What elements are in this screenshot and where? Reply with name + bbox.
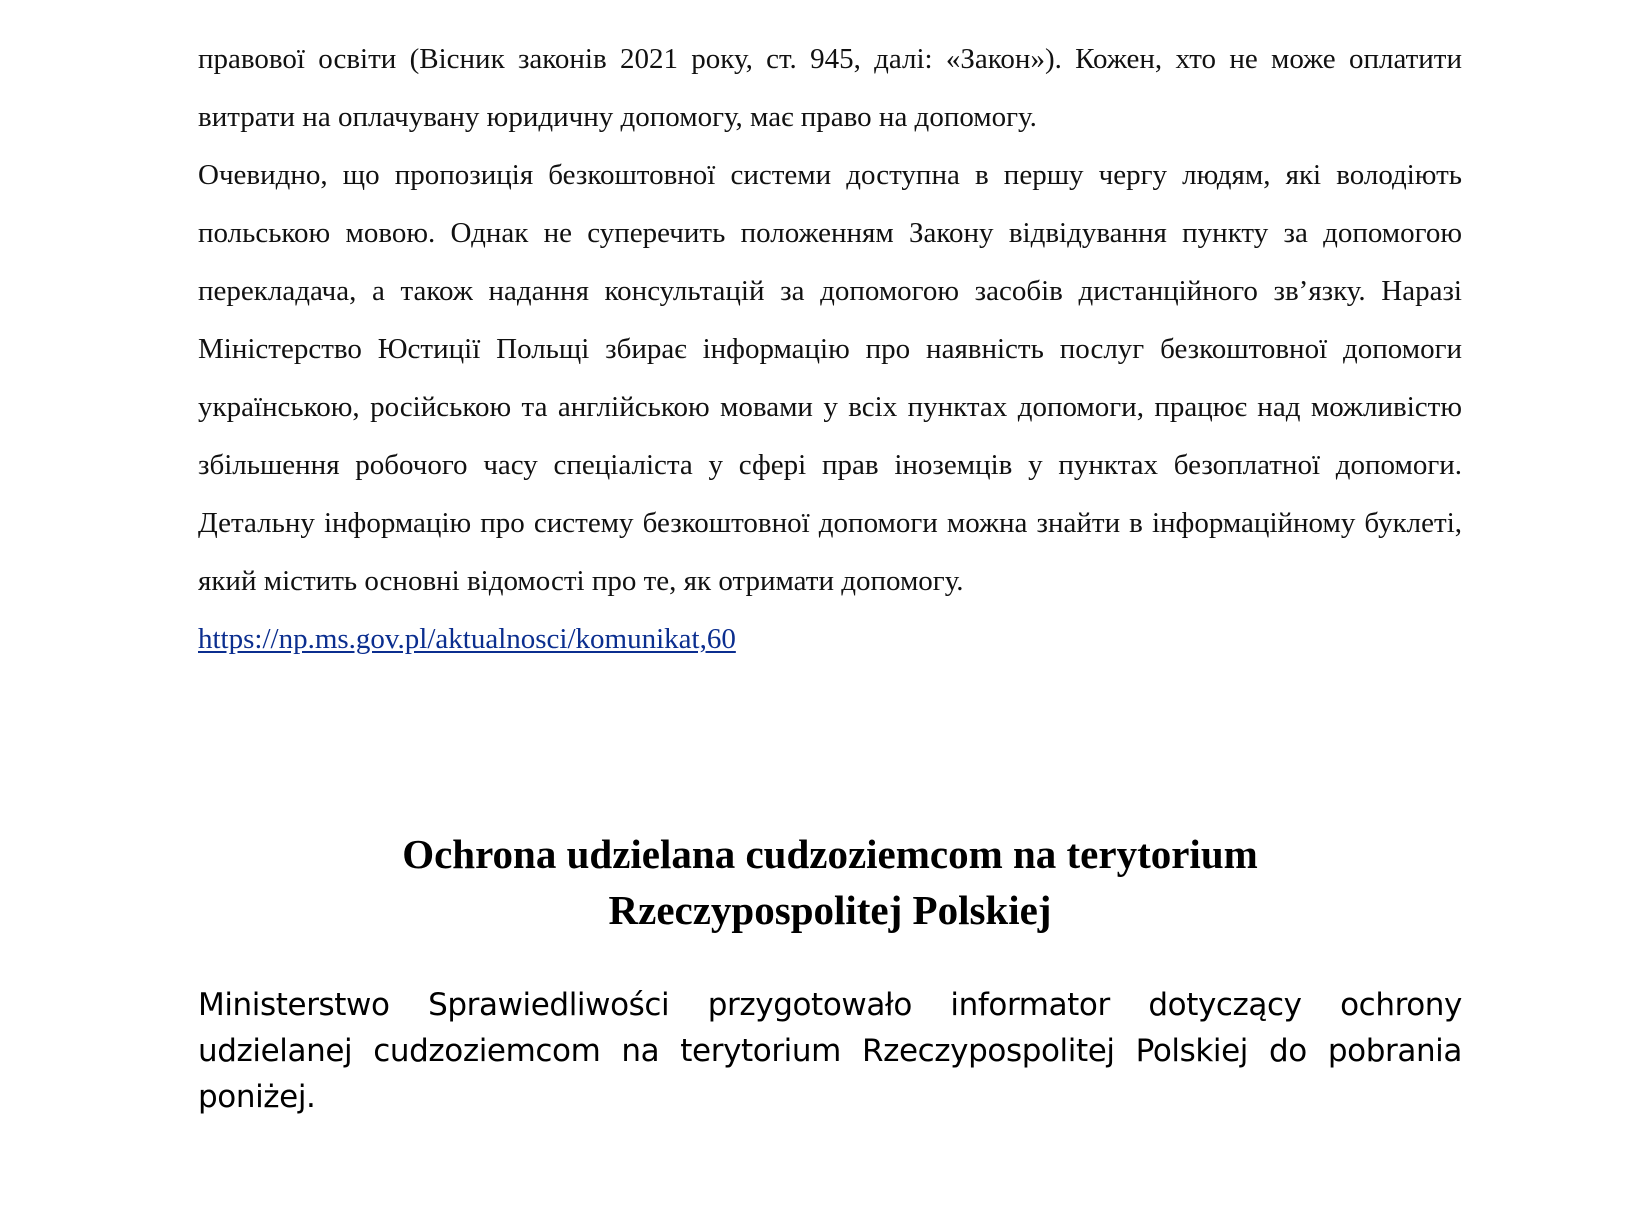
legal-aid-paragraph: правової освіти (Вісник законів 2021 року, ст. 945, далі: «Закон»). Кожен, хто не може оплатити витрати на оплачувану юридичну допомогу, має право на допомогу. bbox=[198, 43, 1462, 133]
link-paragraph bbox=[198, 610, 1462, 668]
polish-section-body: Ministerstwo Sprawiedliwości przygotowało informator dotyczący ochrony udzielanej cudzoziemcom na terytorium Rzeczypospolitej Polskiej do pobrania poniżej. bbox=[198, 987, 1462, 1115]
title-line-1: Ochrona udzielana cudzoziemcom na terytorium bbox=[402, 831, 1258, 877]
title-line-2: Rzeczypospolitej Polskiej bbox=[608, 887, 1052, 933]
ukrainian-text-block bbox=[198, 30, 1462, 668]
free-aid-availability-paragraph: Очевидно, що пропозиція безкоштовної системи доступна в першу чергу людям, які володіють польською мовою. Однак не суперечить положенням Закону відвідування пункту за допомогою перекладача, а також надання консультацій за допомогою засобів дистанційного зв’язку. Наразі Міністерство Юстиції Польщі збирає інформацію про наявність послуг безкоштовної допомоги українською, російською та англійською мовами у всіх пунктах допомоги, працює над можливістю збільшення робочого часу спеціаліста у сфері прав іноземців у пунктах безоплатної допомоги. Детальну інформацію про систему безкоштовної допомоги можна знайти в інформаційному буклеті, який містить основні відомості про те, як отримати допомогу. bbox=[198, 159, 1462, 597]
ministry-notice-link[interactable]: https://np.ms.gov.pl/aktualnosci/komunikat,60 bbox=[198, 623, 736, 655]
polish-section-title bbox=[198, 826, 1462, 938]
